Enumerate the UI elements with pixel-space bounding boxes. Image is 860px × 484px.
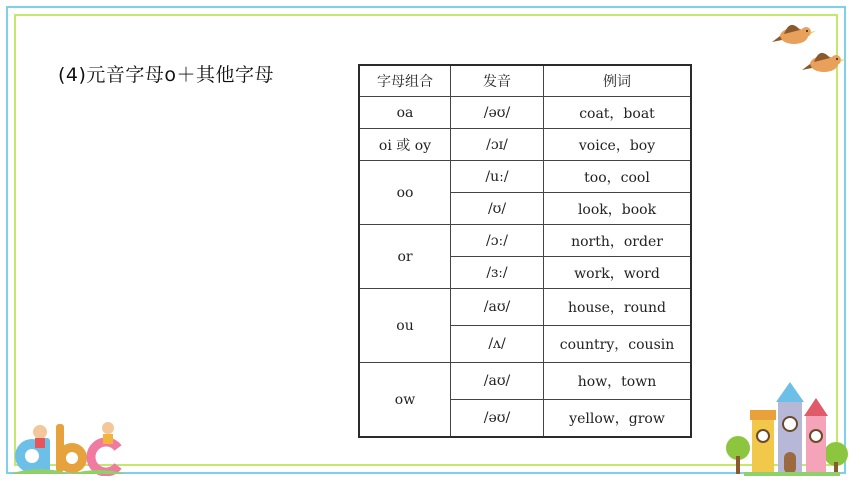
- header-combo: 字母组合: [359, 65, 451, 97]
- example-cell: country，cousin: [544, 326, 692, 363]
- table-row: [359, 129, 691, 161]
- sound-cell: /ʊ/: [451, 193, 544, 225]
- section-heading: (4)元音字母o＋其他字母: [58, 64, 275, 86]
- sound-cell: /aʊ/: [451, 289, 544, 326]
- table-row: [359, 161, 691, 193]
- abc-letters-icon: [10, 418, 126, 476]
- example-cell: voice，boy: [544, 129, 692, 161]
- example-cell: north，order: [544, 225, 692, 257]
- combo-cell: oi 或 oy: [359, 129, 451, 161]
- example-cell: house，round: [544, 289, 692, 326]
- sound-cell: /əʊ/: [451, 97, 544, 129]
- combo-cell: oo: [359, 161, 451, 225]
- table-row: [359, 289, 691, 326]
- combo-cell: or: [359, 225, 451, 289]
- example-cell: yellow，grow: [544, 400, 692, 438]
- sound-cell: /ɜː/: [451, 257, 544, 289]
- sound-cell: /ɔː/: [451, 225, 544, 257]
- sound-cell: /ʌ/: [451, 326, 544, 363]
- castle-icon: [724, 380, 852, 478]
- combo-cell: ow: [359, 363, 451, 438]
- sound-cell: /əʊ/: [451, 400, 544, 438]
- phonics-table: [358, 64, 692, 438]
- header-sound: 发音: [451, 65, 544, 97]
- table-row: [359, 225, 691, 257]
- example-cell: work，word: [544, 257, 692, 289]
- example-cell: coat，boat: [544, 97, 692, 129]
- table-row: [359, 363, 691, 400]
- table-header-row: [359, 65, 691, 97]
- bird-icon: [770, 16, 850, 80]
- header-examples: 例词: [544, 65, 692, 97]
- table-row: [359, 97, 691, 129]
- sound-cell: /ɔɪ/: [451, 129, 544, 161]
- sound-cell: /aʊ/: [451, 363, 544, 400]
- example-cell: look，book: [544, 193, 692, 225]
- combo-cell: oa: [359, 97, 451, 129]
- sound-cell: /uː/: [451, 161, 544, 193]
- example-cell: how，town: [544, 363, 692, 400]
- combo-cell: ou: [359, 289, 451, 363]
- example-cell: too，cool: [544, 161, 692, 193]
